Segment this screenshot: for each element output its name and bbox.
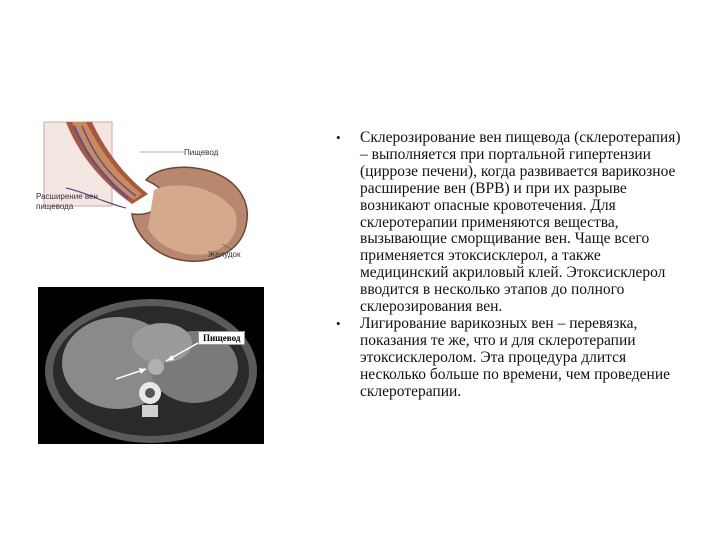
bullet-text: Склерозирование вен пищевода (склеротерапия) – выполняется при портальной гипертензии (циррозе печени), когда развивается варикозное расширение вен (ВРВ) и при их разрыве возникают опасные кровотечения. Для склеротерапии применяются вещества, вызывающие сморщивание вен. Чаще всего применяется этоксисклерол, а также медицинский акриловый клей. Этоксисклерол вводится в несколько этапов до полного склерозирования вен. [360,129,681,316]
esophagus-stomach-illustration [36,118,268,280]
stomach-label: Желудок [208,250,241,259]
bullet-item [332,316,682,401]
ct-scan-image [38,287,264,444]
ct-esophagus-label: Пищевод [198,331,245,345]
varices-label: Расширение вен пищевода [36,192,98,211]
bullet-marker: • [336,130,341,145]
bullet-item [332,130,682,316]
bullet-list [332,130,682,401]
bullet-marker: • [336,315,341,331]
ct-scan-drawing [38,287,264,444]
bullet-text: Лигирование варикозных вен – перевязка, показания те же, что и для склеротерапии этоксисклеролом. Эта процедура длится несколько больше по времени, чем проведение склеротерапии. [360,314,671,400]
esophagus-label: Пищевод [184,148,219,157]
